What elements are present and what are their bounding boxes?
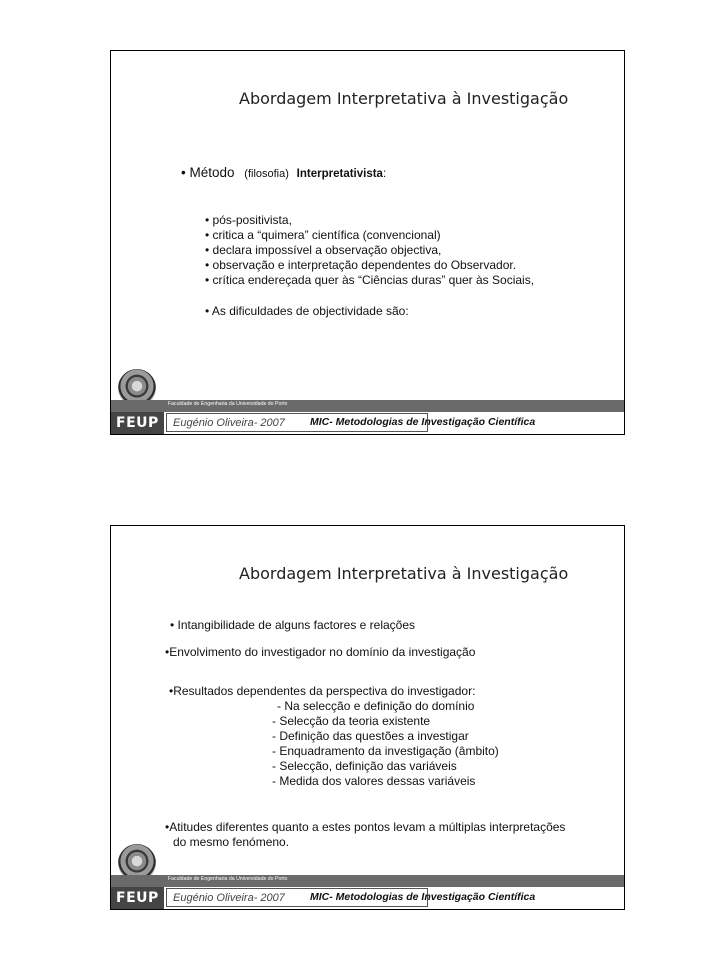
- method-line: [181, 166, 386, 182]
- slide-title: Abordagem Interpretativa à Investigação: [239, 89, 569, 108]
- slide-2: [110, 525, 625, 910]
- method-paren: (filosofia): [244, 168, 289, 180]
- course-label: MIC- Metodologias de Investigação Científica: [310, 891, 536, 903]
- slide-body: [165, 614, 616, 876]
- slide-sidebar: [111, 526, 164, 884]
- university-band: [111, 400, 624, 412]
- feup-logo: [111, 887, 164, 909]
- sub-item: - Selecção da teoria existente: [272, 714, 431, 728]
- course-label: MIC- Metodologias de Investigação Científica: [310, 416, 536, 428]
- feup-label: FEUP: [116, 890, 159, 906]
- slide-body: [169, 163, 616, 363]
- university-band: [111, 875, 624, 887]
- method-colon: :: [382, 168, 387, 180]
- feup-logo: [111, 412, 164, 434]
- feup-label: FEUP: [116, 415, 159, 431]
- sub-item: - Definição das questões a investigar: [272, 729, 469, 743]
- results-line: •Resultados dependentes da perspectiva do investigador:: [169, 684, 476, 698]
- involvement-line: •Envolvimento do investigador no domínio da investigação: [165, 645, 476, 659]
- intangibility-line: • Intangibilidade de alguns factores e relações: [170, 618, 416, 632]
- sub-item: - Enquadramento da investigação (âmbito): [272, 744, 499, 758]
- list-item: • critica a “quimera” científica (convencional): [205, 228, 441, 242]
- slide-title: Abordagem Interpretativa à Investigação: [239, 564, 569, 583]
- author-label: Eugénio Oliveira- 2007: [173, 892, 285, 904]
- sub-item: - Selecção, definição das variáveis: [272, 759, 457, 773]
- university-name: Faculdade de Engenharia da Universidade do Porto: [168, 401, 288, 407]
- slide-1: [110, 50, 625, 435]
- sub-item: - Medida dos valores dessas variáveis: [272, 774, 476, 788]
- slide-sidebar: [111, 51, 164, 409]
- slide-footer: [164, 412, 624, 434]
- author-label: Eugénio Oliveira- 2007: [173, 417, 285, 429]
- attitudes-line: •Atitudes diferentes quanto a estes pontos levam a múltiplas interpretações: [165, 820, 566, 834]
- method-strong: Interpretativista: [296, 168, 383, 180]
- university-name: Faculdade de Engenharia da Universidade do Porto: [168, 876, 288, 882]
- list-item: • observação e interpretação dependentes do Observador.: [205, 258, 517, 272]
- list-item: • pós-positivista,: [205, 213, 292, 227]
- list-item: • declara impossível a observação objectiva,: [205, 243, 442, 257]
- sub-item: - Na selecção e definição do domínio: [277, 699, 475, 713]
- slide-footer: [164, 887, 624, 909]
- closing-item: • As dificuldades de objectividade são:: [205, 304, 409, 318]
- list-item: • crítica endereçada quer às “Ciências duras” quer às Sociais,: [205, 273, 535, 287]
- method-bullet: • Método: [181, 165, 235, 180]
- attitudes-line-cont: do mesmo fenómeno.: [173, 835, 290, 849]
